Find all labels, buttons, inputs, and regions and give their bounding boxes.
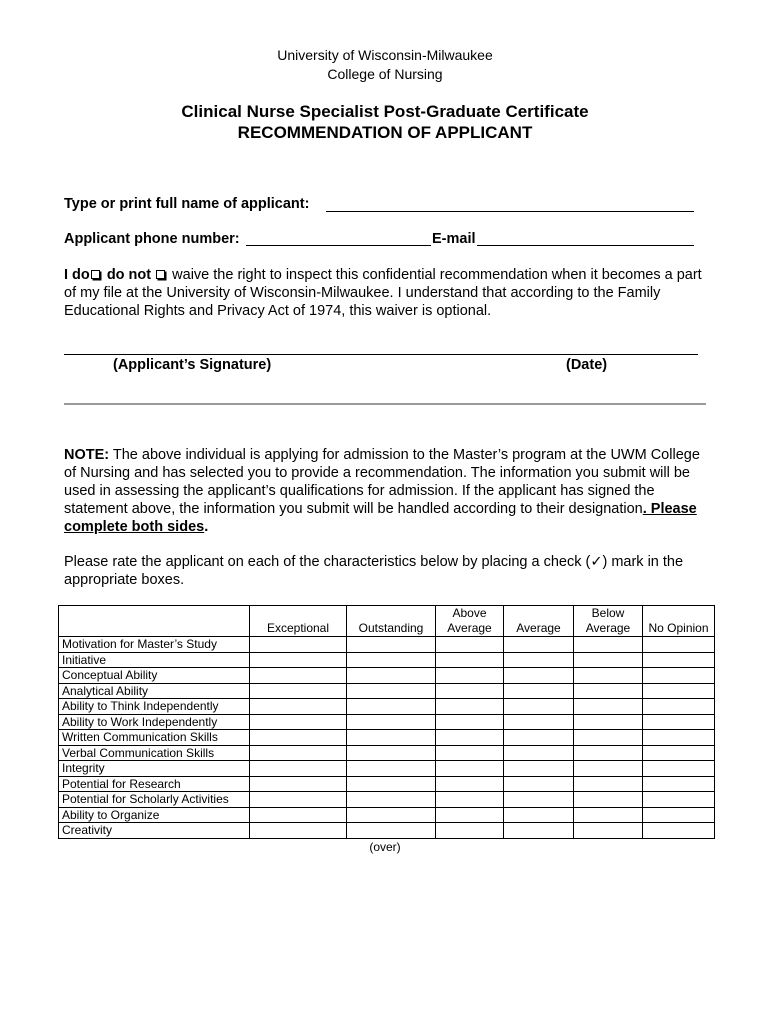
table-header-row bbox=[59, 606, 715, 637]
rating-cell[interactable] bbox=[504, 699, 574, 715]
signature-line[interactable] bbox=[64, 354, 698, 355]
rating-cell[interactable] bbox=[574, 776, 643, 792]
i-do-checkbox[interactable] bbox=[91, 270, 100, 279]
rating-cell[interactable] bbox=[347, 714, 436, 730]
note-paragraph bbox=[64, 446, 714, 536]
column-header: Exceptional bbox=[250, 606, 347, 637]
phone-label: Applicant phone number: bbox=[64, 231, 240, 247]
signature-label: (Applicant’s Signature) bbox=[113, 357, 272, 373]
table-row bbox=[59, 761, 715, 777]
rating-cell[interactable] bbox=[643, 637, 715, 653]
rating-cell[interactable] bbox=[347, 776, 436, 792]
table-row bbox=[59, 668, 715, 684]
rating-cell[interactable] bbox=[643, 776, 715, 792]
rating-cell[interactable] bbox=[250, 776, 347, 792]
rating-cell[interactable] bbox=[250, 807, 347, 823]
rating-cell[interactable] bbox=[504, 745, 574, 761]
rating-cell[interactable] bbox=[250, 637, 347, 653]
table-row bbox=[59, 776, 715, 792]
characteristic-label: Potential for Research bbox=[59, 776, 250, 792]
characteristic-label: Written Communication Skills bbox=[59, 730, 250, 746]
applicant-name-field[interactable] bbox=[326, 211, 694, 212]
table-row bbox=[59, 714, 715, 730]
rating-cell[interactable] bbox=[504, 683, 574, 699]
rating-cell[interactable] bbox=[436, 823, 504, 839]
rating-cell[interactable] bbox=[250, 792, 347, 808]
rating-cell[interactable] bbox=[504, 668, 574, 684]
rating-cell[interactable] bbox=[436, 668, 504, 684]
rating-cell[interactable] bbox=[504, 652, 574, 668]
table-row bbox=[59, 652, 715, 668]
email-field[interactable] bbox=[477, 245, 694, 246]
rating-cell[interactable] bbox=[643, 823, 715, 839]
rating-cell[interactable] bbox=[504, 637, 574, 653]
note-end: . bbox=[204, 519, 209, 535]
rating-cell[interactable] bbox=[574, 745, 643, 761]
rating-cell[interactable] bbox=[574, 652, 643, 668]
rating-cell[interactable] bbox=[250, 668, 347, 684]
rating-cell[interactable] bbox=[250, 714, 347, 730]
rating-cell[interactable] bbox=[347, 807, 436, 823]
column-header: No Opinion bbox=[643, 606, 715, 637]
rating-cell[interactable] bbox=[643, 714, 715, 730]
college-name: College of Nursing bbox=[327, 66, 443, 82]
rating-cell[interactable] bbox=[347, 761, 436, 777]
university-name: University of Wisconsin-Milwaukee bbox=[277, 47, 493, 63]
note-emphasis: . Please complete both sides bbox=[64, 501, 697, 535]
rating-cell[interactable] bbox=[504, 792, 574, 808]
over-note: (over) bbox=[369, 840, 401, 854]
column-header: Average bbox=[504, 606, 574, 637]
do-not-checkbox[interactable] bbox=[156, 270, 165, 279]
table-row bbox=[59, 823, 715, 839]
rating-instructions: Please rate the applicant on each of the characteristics below by placing a check (✓) mark in the appropriate boxes. bbox=[64, 554, 684, 588]
table-row bbox=[59, 792, 715, 808]
table-row bbox=[59, 683, 715, 699]
rating-cell[interactable] bbox=[347, 792, 436, 808]
rating-cell[interactable] bbox=[643, 761, 715, 777]
rating-cell[interactable] bbox=[250, 823, 347, 839]
rating-cell[interactable] bbox=[347, 745, 436, 761]
rating-cell[interactable] bbox=[643, 730, 715, 746]
rating-cell[interactable] bbox=[574, 792, 643, 808]
waiver-statement bbox=[64, 266, 709, 320]
form-title: Clinical Nurse Specialist Post-Graduate Certificate bbox=[181, 102, 589, 121]
applicant-name-label: Type or print full name of applicant: bbox=[64, 196, 310, 212]
rating-cell[interactable] bbox=[436, 699, 504, 715]
rating-cell[interactable] bbox=[643, 792, 715, 808]
rating-cell[interactable] bbox=[347, 730, 436, 746]
characteristic-label: Potential for Scholarly Activities bbox=[59, 792, 250, 808]
waiver-text: waive the right to inspect this confidential recommendation when it becomes a part of my file at the University of Wisconsin-Milwaukee. I understand that according to the Family Educational Rights and Privacy Act of 1974, this waiver is optional. bbox=[64, 267, 702, 319]
rating-cell[interactable] bbox=[436, 683, 504, 699]
i-do-label: I do bbox=[64, 267, 90, 283]
rating-cell[interactable] bbox=[250, 745, 347, 761]
rating-cell[interactable] bbox=[504, 761, 574, 777]
rating-cell[interactable] bbox=[250, 761, 347, 777]
form-subtitle: RECOMMENDATION OF APPLICANT bbox=[237, 123, 533, 142]
rating-cell[interactable] bbox=[436, 776, 504, 792]
email-label: E-mail bbox=[432, 231, 476, 247]
table-row bbox=[59, 730, 715, 746]
rating-cell[interactable] bbox=[436, 807, 504, 823]
rating-cell[interactable] bbox=[643, 683, 715, 699]
rating-cell[interactable] bbox=[347, 699, 436, 715]
column-header: Below Average bbox=[574, 606, 643, 637]
characteristic-header bbox=[59, 606, 250, 637]
rating-cell[interactable] bbox=[250, 652, 347, 668]
rating-cell[interactable] bbox=[504, 776, 574, 792]
note-text: The above individual is applying for admission to the Master’s program at the UWM College of Nursing and has selected you to provide a recommendation. The information you submit will be used in assessing the applicant’s qualifications for admission. If the applicant has signed the statement above, the information you submit will be handled according to their designation bbox=[64, 447, 700, 517]
characteristic-label: Ability to Work Independently bbox=[59, 714, 250, 730]
characteristic-label: Initiative bbox=[59, 652, 250, 668]
rating-table bbox=[58, 605, 715, 839]
rating-cell[interactable] bbox=[643, 807, 715, 823]
table-row bbox=[59, 699, 715, 715]
rating-cell[interactable] bbox=[436, 761, 504, 777]
characteristic-label: Ability to Organize bbox=[59, 807, 250, 823]
characteristic-label: Motivation for Master’s Study bbox=[59, 637, 250, 653]
rating-cell[interactable] bbox=[250, 730, 347, 746]
rating-cell[interactable] bbox=[574, 683, 643, 699]
rating-cell[interactable] bbox=[347, 668, 436, 684]
rating-cell[interactable] bbox=[504, 823, 574, 839]
rating-cell[interactable] bbox=[347, 823, 436, 839]
rating-cell[interactable] bbox=[504, 714, 574, 730]
rating-cell[interactable] bbox=[436, 637, 504, 653]
rating-cell[interactable] bbox=[250, 699, 347, 715]
rating-cell[interactable] bbox=[574, 668, 643, 684]
rating-cell[interactable] bbox=[504, 730, 574, 746]
rating-cell[interactable] bbox=[504, 807, 574, 823]
column-header: Above Average bbox=[436, 606, 504, 637]
column-header: Outstanding bbox=[347, 606, 436, 637]
rating-cell[interactable] bbox=[436, 745, 504, 761]
rating-cell[interactable] bbox=[250, 683, 347, 699]
rating-cell[interactable] bbox=[574, 761, 643, 777]
rating-cell[interactable] bbox=[574, 730, 643, 746]
characteristic-label: Verbal Communication Skills bbox=[59, 745, 250, 761]
rating-cell[interactable] bbox=[643, 699, 715, 715]
characteristic-label: Creativity bbox=[59, 823, 250, 839]
characteristic-label: Conceptual Ability bbox=[59, 668, 250, 684]
rating-cell[interactable] bbox=[643, 745, 715, 761]
rating-cell[interactable] bbox=[436, 714, 504, 730]
rating-cell[interactable] bbox=[436, 652, 504, 668]
rating-cell[interactable] bbox=[436, 730, 504, 746]
section-divider bbox=[64, 403, 706, 405]
table-row bbox=[59, 807, 715, 823]
rating-cell[interactable] bbox=[574, 807, 643, 823]
rating-cell[interactable] bbox=[574, 823, 643, 839]
rating-cell[interactable] bbox=[574, 714, 643, 730]
rating-cell[interactable] bbox=[643, 668, 715, 684]
characteristic-label: Ability to Think Independently bbox=[59, 699, 250, 715]
rating-cell[interactable] bbox=[347, 652, 436, 668]
rating-cell[interactable] bbox=[574, 637, 643, 653]
do-not-label: do not bbox=[106, 267, 152, 283]
table-row bbox=[59, 637, 715, 653]
rating-cell[interactable] bbox=[347, 637, 436, 653]
note-label: NOTE: bbox=[64, 447, 110, 463]
phone-field[interactable] bbox=[246, 245, 431, 246]
rating-cell[interactable] bbox=[574, 699, 643, 715]
rating-cell[interactable] bbox=[347, 683, 436, 699]
table-row bbox=[59, 745, 715, 761]
characteristic-label: Integrity bbox=[59, 761, 250, 777]
rating-cell[interactable] bbox=[643, 652, 715, 668]
characteristic-label: Analytical Ability bbox=[59, 683, 250, 699]
date-label: (Date) bbox=[566, 357, 608, 373]
rating-cell[interactable] bbox=[436, 792, 504, 808]
